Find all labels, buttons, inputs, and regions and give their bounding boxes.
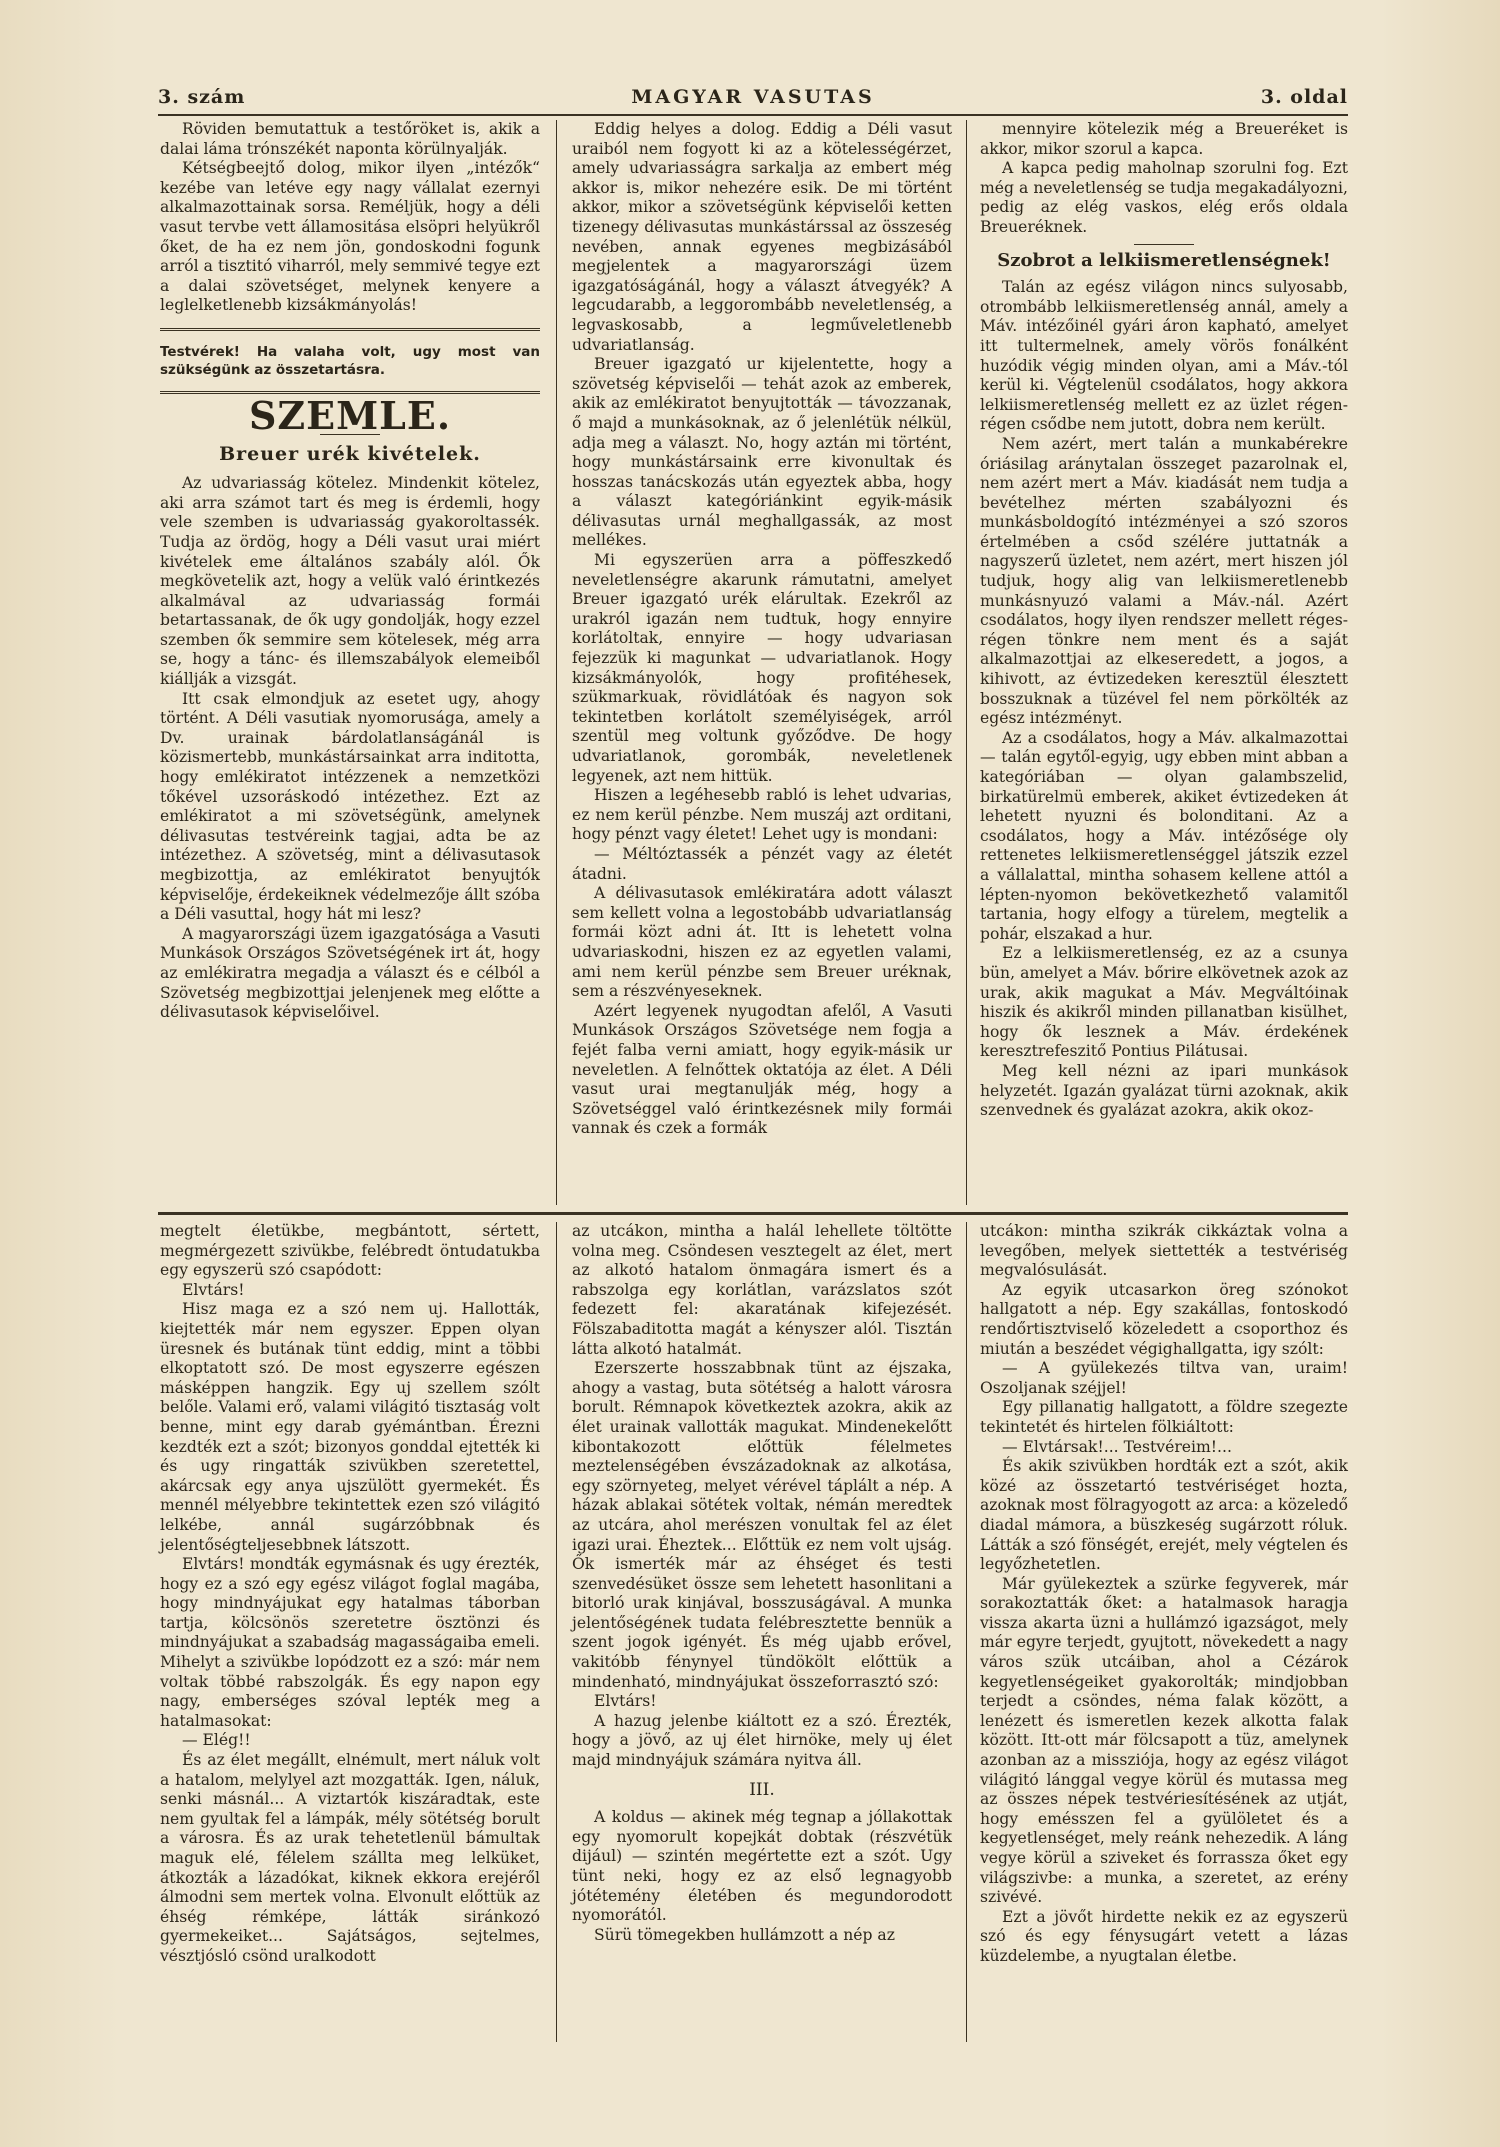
upper-column-1 (160, 120, 540, 1023)
paragraph: Ez a lelkiismeretlenség, ez az a csunya bün, amelyet a Máv. bőrire elkövetnek azok az urak, akik magukat a Máv. Megváltóinak hiszik és akikről minden pillanatban kisülhet, hogy ők lesznek a Máv. érdekének keresztrefeszitő Pontius Pilátusai. (980, 944, 1348, 1061)
paragraph: — Elvtársak!... Testvéreim!... (1002, 1437, 1232, 1456)
paragraph: Elvtárs! (182, 1280, 245, 1299)
paragraph: utcákon: mintha szikrák cikkáztak volna a levegőben, melyek siettették a testvériség megvalósulását. (980, 1222, 1348, 1280)
solidarity-call: Testvérek! Ha valaha volt, ugy most van szükségünk az összetartásra. (160, 343, 540, 378)
paragraph: Az udvariasság kötelez. Mindenkit kötelez, aki arra számot tart és meg is érdemli, hogy vele szemben is udvariasság gyakoroltassék. Tudja az ördög, hogy a Déli vasut urai miért kivételek eme általános szabály alól. Ők megkövetelik azt, hogy a velük való érintkezés alkalmával az udvariasság formái betartassanak, de ők ugy gondolják, hogy ezzel szemben ők semmire sem kötelesek, még arra se, hogy a tánc- és illemszabályok elemeiből kiállják a vizsgát. (160, 474, 540, 689)
paragraph: Röviden bemutattuk a testőröket is, akik a dalai láma trónszékét naponta körülnyalják. (160, 120, 540, 158)
paragraph: Mi egyszerüen arra a pöffeszkedő neveletlenségre akarunk rámutatni, amelyet Breuer igazgató urék elárultak. Ezekről az urakról igazán nem tudtuk, hogy ennyire korlátoltak, ennyire — hogy udvariasan fejezzük ki magunkat — udvariatlanok. Hogy kizsákmányolók, hogy profitéhesek, szükmarkuak, rövidlátóak és nagyon sok tekintetben korlátolt személyiségek, arról szentül meg voltunk győződve. De hogy udvariatlanok, gorombák, neveletlenek legyenek, azt nem hittük. (572, 551, 952, 785)
lower-column-2 (572, 1222, 952, 1945)
paragraph: mennyire kötelezik még a Breueréket is akkor, mikor szorul a kapca. (980, 120, 1348, 158)
paragraph: Itt csak elmondjuk az esetet ugy, ahogy történt. A Déli vasutiak nyomorusága, amely a Dv. urainak bárdolatlanságánál is közismertebb, munkástársainkat arra inditotta, hogy emlékiratot intézzenek a nemzetközi tőkével uzsoráskodó intézethez. Ezt az emlékiratot a mi szövetségünk, amelynek délivasutas testvéreink tagjai, adta be az intézethez. A szövetség, mint a délivasutasok megbizottja, az emlékiratot benyujtók képviselője, érdekeiknek védelmezője állt szóba a Déli vasuttal, hogy hát mi lesz? (160, 689, 540, 924)
paragraph: Sürü tömegekben hullámzott a nép az (594, 1925, 895, 1944)
masthead (158, 80, 1348, 114)
paragraph: Az egyik utcasarkon öreg szónokot hallgatott a nép. Egy szakállas, fontoskodó rendőrtisztviselő közeledett a csoporthoz és miután a beszédet végighallgatta, igy szólt: (980, 1280, 1348, 1358)
column-rule (966, 120, 967, 1205)
paragraph: És az élet megállt, elnémult, mert náluk volt a hatalom, melylyel azt mozgatták. Igen, náluk, senki másnál... A viztartók kiszáradtak, este nem gyultak fel a lámpák, mély sötétség borult a városra. És az urak tehetetlenül bámultak maguk elé, félelem szállta meg lelküket, átkozták a lázadókat, kiknek ekkora erejéről álmodni sem mertek volna. Elvonult előttük az éhség rémképe, látták siránkozó gyermekeiket... Sajátságos, sejtelmes, vésztjósló csönd uralkodott (160, 1751, 540, 1965)
paragraph: Kétségbeejtő dolog, mikor ilyen „intézők“ kezébe van letéve egy nagy vállalat ezernyi alkalmazottainak sorsa. Reméljük, hogy a déli vasut tervbe vett államositása elsöpri helyükről őket, de ha ez nem jön, gondoskodni fogunk arról a tisztitó viharról, mely semmivé tegye ezt a dalai szövetséget, melynek kenyere a leglelketlenebb kizsákmányolás! (160, 159, 540, 315)
paragraph: Eddig helyes a dolog. Eddig a Déli vasut uraiból nem fogyott ki az a kötelességérzet, amely udvariasságra sarkalja az embert még akkor is, mikor nehezére esik. De mi történt akkor, mikor a szövetségünk képviselői ketten tizenegy délivasutas munkástárssal az összeség nevében, annak egyenes megbizásából megjelentek a magyarországi üzem igazgatóságánál, hogy a választ átvegyék? A legcudarabb, a leggorombább neveletlenség, a legvaskosabb, a legműveletlenebb udvariatlanság. (572, 120, 952, 354)
part-number: III. (749, 1779, 775, 1800)
paragraph: — Méltóztassék a pénzét vagy az életét átadni. (572, 844, 952, 883)
column-rule (556, 120, 557, 1205)
article-title: Szobrot a lelkiismeretlenségnek! (997, 249, 1331, 271)
article-title: Breuer urék kivételek. (219, 442, 481, 465)
divider (160, 328, 540, 331)
paragraph: — Elég!! (182, 1731, 251, 1750)
paragraph: Ezt a jövőt hirdette nekik ez az egyszerü szó és egy fénysugárt vetett a lázas küzdelembe, a nyugtalan életbe. (980, 1907, 1348, 1965)
lower-column-1 (160, 1222, 540, 1967)
paragraph: Hisz maga ez a szó nem uj. Hallották, kiejtették már nem egyszer. Eppen olyan üresnek és butának tünt eddig, mint a többi elkoptatott szó. De most egyszerre egészen másképpen hangzik. Egy uj szellem szólt belőle. Valami erő, valami világitó tisztaság volt benne, mint egy darab gyémántban. Érezni kezdték ezt a szót; bizonyos gonddal ejtették ki és ugy ringatták szivükben szeretettel, akárcsak egy anya ujszülött gyermekét. És mennél mélyebbre tekintettek ezen szó világitó lelkébe, annál sugárzóbbnak és jelentőségteljesebbnek látszott. (160, 1300, 540, 1554)
page-number: 3. oldal (1260, 86, 1348, 108)
paragraph: megtelt életükbe, megbántott, sértett, megmérgezett szivükbe, felébredt öntudatukba egy egyszerü szó csapódott: (160, 1222, 540, 1280)
paragraph: A magyarországi üzem igazgatósága a Vasuti Munkások Országos Szövetségének irt át, hogy az emlékiratra megadja a választ és e célból a Szövetség megbizottjai jelenjenek meg előtte a délivasutasok képviselőivel. (160, 924, 540, 1022)
paragraph: Talán az egész világon nincs sulyosabb, otrombább lelkiismeretlenség annál, amely a Máv. intézőinél gyári áron kapható, amelyet itt tultermelnek, amely vörös fonálként huzódik végig minden olyan, ami a Máv.-tól kerül ki. Végtelenül csodálatos, hogy akkora lelkiismeretlenség mellett ez az üzlet régen-régen csődbe nem jutott, dobra nem került. (980, 278, 1348, 434)
divider (1134, 244, 1194, 245)
paragraph: Ezerszerte hosszabbnak tünt az éjszaka, ahogy a vastag, buta sötétség a halott városra borult. Rémnapok következtek azokra, akik az élet urainak vallották magukat. Mindenekelőtt kibontakozott előttük félelmetes meztelenségében évszázadoknak az alkotása, egy szörnyeteg, melyet vérével táplált a nép. A házak ablakai sötétek voltak, némán meredtek az utcára, ahol merészen vonultak fel az élet igazi urai. Éheztek... Előttük ez nem volt ujság. Ők ismerték már az éhséget és testi szenvedésüket össze sem lehetett hasonlitani a bitorló urak kinjával, bosszuságával. A munka jelentőségének tudata felébresztette bennük a szent jogok igényét. És még ujabb erővel, vakitóbb fénynyel tündökölt előttük a mindenható, mindnyájukat összeforrasztó szó: (572, 1359, 952, 1691)
paragraph: — A gyülekezés tiltva van, uraim! Oszoljanak széjjel! (980, 1359, 1348, 1397)
paragraph: Az a csodálatos, hogy a Máv. alkalmazottai — talán egytől-egyig, ugy ebben mint abban a kategóriában — olyan galambszelid, birkatürelmü emberek, akiket évtizedeken át lehetett nyuzni és bolonditani. Az a csodálatos, hogy a Máv. intézősége oly rettenetes lelkiismeretlenséggel játszik ezzel a vállalattal, mintha sohasem kellene attól a lépten-nyomon bekövetkezhető valamitől tartania, hogy elfogy a türelem, megtelik a pohár, elszakad a hur. (980, 728, 1348, 943)
section-rule (158, 1212, 1348, 1215)
paper-title: MAGYAR VASUTAS (631, 86, 875, 108)
column-rule (966, 1222, 967, 2042)
column-rule (556, 1222, 557, 2042)
paragraph: Elvtárs! (594, 1692, 657, 1711)
upper-column-2 (572, 120, 952, 1139)
paragraph: Elvtárs! mondták egymásnak és ugy érezték, hogy ez a szó egy egész világot foglal magába, hogy mindnyájukat egy hatalmas táborban tartja, kölcsönös szeretetre ösztönzi és mindnyájukat a szabadság magasságaiba emeli. Mihelyt a szivükbe lopódzott ez a szó: már nem voltak többé rabszolgák. És egy napon egy nagy, emberséges szóval lepték meg a hatalmasokat: (160, 1555, 540, 1730)
paragraph: Meg kell nézni az ipari munkások helyzetét. Igazán gyalázat türni azoknak, akik szenvednek és gyalázat azokra, akik okoz- (980, 1061, 1348, 1120)
upper-column-3 (980, 120, 1348, 1121)
paragraph: A koldus — akinek még tegnap a jóllakottak egy nyomorult kopejkát dobtak (részvétük dijául) — szintén megértette ezt a szót. Ugy tünt neki, hogy ez az első legnagyobb jótétemény életében és megundorodott nyomorától. (572, 1808, 952, 1925)
paragraph: Breuer igazgató ur kijelentette, hogy a szövetség képviselői — tehát azok az emberek, akik az emlékiratot benyujtották — távozzanak, ő majd a munkásoknak, az ő jelenlétük nélkül, adja meg a választ. No, hogy aztán mi történt, hogy munkástársaink erre kivonultak és hosszas tanácskozás után egyeztek abba, hogy a választ kategóriánkint egyik-másik délivasutas urnál meghallgassák, az most mellékes. (572, 355, 952, 550)
issue-number: 3. szám (158, 86, 246, 108)
paragraph: Nem azért, mert talán a munkabérekre óriásilag aránytalan összeget pazarolnak el, nem azért mert a Máv. kiadását nem tudja a bevételhez mérten szabályozni és munkásboldogító intézményei a szó szoros értelmében a csőd szélére juttatnák a nagyszerű üzletet, nem azért, mert hiszen jól tudjuk, hogy alig van lelkiismeretlenebb munkásnyuzó valami a Máv.-nál. Azért csodálatos, hogy ilyen rendszer mellett réges-régen tönkre nem ment és a saját alkalmazottjai az elkeseredett, a jogos, a kihivott, az évtizedeken keresztül élesztett bosszuknak a tüzével fel nem pörkölték az egész intézményt. (980, 434, 1348, 728)
paragraph: A délivasutasok emlékiratára adott választ sem kellett volna a legostobább udvariatlanság formái közt adni át. Itt is lehetett volna udvariaskodni, hiszen ez az egyetlen valami, ami nem kerül pénzbe sem Breuer uréknak, sem a részvényeseknek. (572, 884, 952, 1001)
paragraph: A hazug jelenbe kiáltott ez a szó. Érezték, hogy a jövő, az uj élet hirnöke, mely uj élet majd mindnyájuk számára nyitva áll. (572, 1711, 952, 1770)
paragraph: Hiszen a legéhesebb rabló is lehet udvarias, ez nem kerül pénzbe. Nem muszáj azt orditani, hogy pénzt vagy életet! Lehet ugy is mondani: (572, 786, 952, 844)
paragraph: Egy pillanatig hallgatott, a földre szegezte tekintetét és hirtelen fölkiáltott: (980, 1398, 1348, 1436)
paragraph: A kapca pedig maholnap szorulni fog. Ezt még a neveletlenség se tudja megakadályozni, pedig az elég vaskos, elég erős oldala Breueréknek. (980, 159, 1348, 236)
header-rule (158, 114, 1348, 116)
paragraph: És akik szivükben hordták ezt a szót, akik közé az összetartó testvériséget hozta, azoknak most fölragyogott az arca: a közeledő diadal mámora, a büszkeség sugárzott róluk. Látták a szó fönségét, erejét, mely végtelen és legyőzhetetlen. (980, 1457, 1348, 1574)
paragraph: Már gyülekeztek a szürke fegyverek, már sorakoztatták őket: a hatalmasok haragja vissza akarta üzni a hullámzó igazságot, mely már egyre terjedt, gyujtott, növekedett a nagy város szük utcáiban, ahol a Cézárok kegyetlenségeiket gyakorolták; mindjobban terjedt a csöndes, néma falak között, a lenézett és ismeretlen kezek alkotta falak között. Itt-ott már fölcsapott a tüz, amelynek azonban az a missziója, hogy az egész világot világitó lánggal vegye körül és mutassa meg az összes népek testvériesítésének az utját, hogy emésszen fel a gyülöletet és a kegyetlenséget, mely reánk nehezedik. A láng vegye körül a sziveket és forrassza őket egy világszivbe: a munka, a szeretet, az erény szivévé. (980, 1574, 1348, 1907)
paragraph: az utcákon, mintha a halál lehellete töltötte volna meg. Csöndesen vesztegelt az élet, mert az alkotó hatalom önmagára ismert és a rabszolga egy korlátlan, varázslatos szót fedezett fel: akaratának kifejezését. Fölszabaditotta magát a kényszer alól. Tisztán látta alkotó hatalmát. (572, 1222, 952, 1358)
paragraph: Azért legyenek nyugodtan afelől, A Vasuti Munkások Országos Szövetsége nem fogja a fejét falba verni amiatt, hogy egyik-másik ur neveletlen. A felnőttek oktatója az élet. A Déli vasut urai megtanulják még, hogy a Szövetséggel való érintkezésnek mily formái vannak és czek a formák (572, 1001, 952, 1138)
lower-column-3 (980, 1222, 1348, 1967)
section-heading: SZEMLE. (248, 392, 452, 438)
